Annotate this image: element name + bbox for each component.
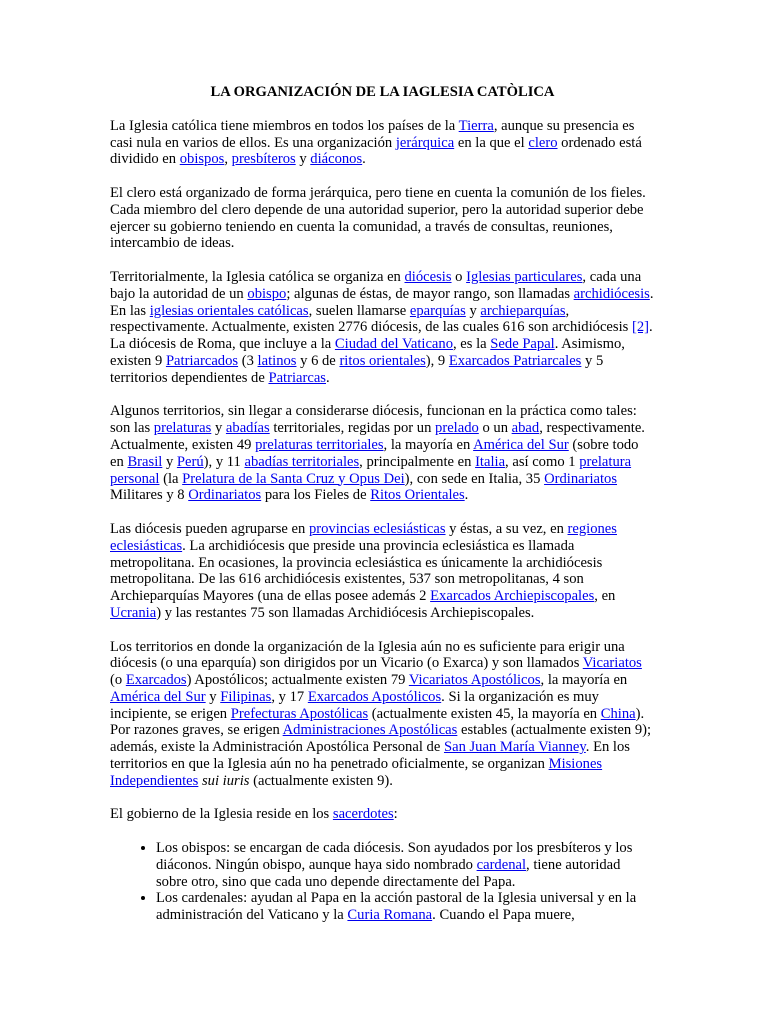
list-item xyxy=(156,840,655,890)
text-run: . xyxy=(464,487,469,504)
link[interactable]: América del Sur xyxy=(110,688,206,705)
text-run: y xyxy=(205,688,221,705)
text-run: , aunque su presencia es casi nula en varios de ellos. Es una organización xyxy=(110,117,635,151)
text-run: , respectivamente. Actualmente, existen 49 xyxy=(110,420,645,453)
text-run: Los cardenales: ayudan al Papa en la acción pastoral de la Iglesia universal y en la administración del Vaticano y la xyxy=(156,890,637,924)
link[interactable]: prelatura personal xyxy=(110,453,632,487)
text-run: y 6 de xyxy=(296,352,340,369)
paragraph-6 xyxy=(110,639,655,790)
text-run: . xyxy=(362,151,366,168)
text-run: estables (actualmente existen 9); además, existe la Administración Apostólica Personal de xyxy=(110,722,652,756)
text-run: , y 17 xyxy=(271,688,308,705)
paragraph-2 xyxy=(110,185,655,252)
text-run: o un xyxy=(478,420,512,437)
text-run: , respectivamente. Actualmente, existen 2776 diócesis, de las cuales 616 son archidiócesis xyxy=(110,302,632,336)
link[interactable]: Tierra xyxy=(458,117,494,134)
link[interactable]: [2] xyxy=(631,319,650,336)
text-run: , la mayoría en xyxy=(383,436,474,453)
link[interactable]: sacerdotes xyxy=(332,806,394,823)
link[interactable]: Exarcados Patriarcales xyxy=(448,352,582,369)
link[interactable]: Italia xyxy=(475,453,506,470)
link[interactable]: Prefecturas Apostólicas xyxy=(230,705,369,722)
link[interactable]: Exarcados Archiepiscopales xyxy=(430,588,595,605)
text-run: territoriales, regidas por un xyxy=(269,420,436,437)
text-run: (sobre todo en xyxy=(110,436,639,470)
paragraph-4 xyxy=(110,403,655,504)
text-run: , es la xyxy=(453,336,491,353)
text-run: . Asimismo, existen 9 xyxy=(110,336,625,369)
link[interactable]: Misiones Independientes xyxy=(110,756,603,789)
link[interactable]: Exarcados Apostólicos xyxy=(307,688,442,705)
link[interactable]: Exarcados xyxy=(125,672,187,689)
link[interactable]: abad xyxy=(511,420,540,437)
text-run: ), y 11 xyxy=(203,453,245,470)
text-run: , principalmente en xyxy=(359,453,476,470)
link[interactable]: Sede Papal xyxy=(490,336,555,353)
link[interactable]: iglesias orientales católicas xyxy=(149,302,309,319)
link[interactable]: Perú xyxy=(176,453,204,470)
text-run: ). Por razones graves, se erigen xyxy=(110,705,645,739)
text-run: . En las xyxy=(110,285,654,319)
text-run: , tiene autoridad sobre otro, sino que cada uno depende directamente del Papa. xyxy=(156,856,621,890)
text-run: . La diócesis de Roma, que incluye a la xyxy=(110,319,653,353)
link[interactable]: jerárquica xyxy=(395,134,455,151)
link[interactable]: regiones eclesiásticas xyxy=(110,520,617,554)
link[interactable]: Ritos Orientales xyxy=(370,487,465,504)
text-run: El clero está organizado de forma jerárquica, pero tiene en cuenta la comunión de los fieles. Cada miembro del clero depende de una autoridad superior, pero la autoridad superior debe ejercer su gobierno teniendo en cuenta la comunidad, a través de consultas, reuniones, intercambio de ideas. xyxy=(110,184,646,252)
link[interactable]: Brasil xyxy=(127,453,163,470)
link[interactable]: San Juan María Vianney xyxy=(443,739,586,756)
link[interactable]: obispo xyxy=(247,285,287,302)
link[interactable]: Filipinas xyxy=(220,688,272,705)
text-run: y éstas, a su vez, en xyxy=(445,520,568,537)
text-run: ; algunas de éstas, de mayor rango, son llamadas xyxy=(286,285,574,302)
link[interactable]: Curia Romana xyxy=(347,907,433,924)
link[interactable]: cardenal xyxy=(476,856,527,873)
link[interactable]: abadías territoriales xyxy=(244,453,360,470)
text-run: ordenado está dividido en xyxy=(110,134,642,168)
text-run: y xyxy=(211,420,226,437)
link[interactable]: Ordinariatos xyxy=(544,470,618,487)
link[interactable]: Vicariatos Apostólicos xyxy=(408,672,541,689)
paragraph-3 xyxy=(110,269,655,387)
link[interactable]: presbíteros xyxy=(231,151,296,168)
paragraph-5 xyxy=(110,521,655,622)
link[interactable]: Administraciones Apostólicas xyxy=(282,722,458,739)
text-run: y xyxy=(295,151,311,168)
bullet-list xyxy=(110,840,655,924)
text-run: y 5 territorios dependientes de xyxy=(110,352,604,386)
text-run: Territorialmente, la Iglesia católica se organiza en xyxy=(110,268,405,285)
text-run: (o xyxy=(110,672,126,689)
link[interactable]: abadías xyxy=(225,420,270,437)
link[interactable]: archidiócesis xyxy=(573,285,650,302)
link[interactable]: Vicariatos xyxy=(582,655,642,672)
text-run: ), con sede en Italia, 35 xyxy=(404,470,545,487)
link[interactable]: Patriarcados xyxy=(165,352,239,369)
link[interactable]: ritos orientales xyxy=(339,352,426,369)
text-run: Algunos territorios, sin llegar a considerarse diócesis, funcionan en la práctica como tales: son las xyxy=(110,403,637,437)
text-run: (3 xyxy=(238,352,258,369)
link[interactable]: Patriarcas xyxy=(268,369,326,386)
text-run: (actualmente existen 45, la mayoría en xyxy=(368,705,601,722)
paragraph-1 xyxy=(110,118,655,168)
text-run: Las diócesis pueden agruparse en xyxy=(110,520,309,537)
text-run: y xyxy=(162,453,177,470)
text-run: y xyxy=(465,302,481,319)
link[interactable]: Ucrania xyxy=(110,604,157,621)
link[interactable]: eparquías xyxy=(409,302,466,319)
link[interactable]: provincias eclesiásticas xyxy=(308,520,446,537)
text-run: ), 9 xyxy=(425,352,449,369)
text-run: ) y las restantes 75 son llamadas Archidiócesis Archiepiscopales. xyxy=(156,604,535,621)
link[interactable]: Prelatura de la Santa Cruz y Opus Dei xyxy=(182,470,405,487)
link[interactable]: prelaturas territoriales xyxy=(255,436,384,453)
text-run: , así como 1 xyxy=(505,453,580,470)
text-run: (actualmente existen 9). xyxy=(249,772,393,789)
link[interactable]: prelado xyxy=(435,420,479,437)
text-run: Los territorios en donde la organización de la Iglesia aún no es suficiente para erigir una diócesis (o una eparquía) son dirigidos por un Vicario (o Exarca) y son llamados xyxy=(110,638,625,672)
link[interactable]: prelaturas xyxy=(153,420,212,437)
text-run: en la que el xyxy=(454,134,529,151)
document-page xyxy=(110,84,655,924)
link[interactable]: obispos xyxy=(179,151,225,168)
link[interactable]: Ciudad del Vaticano xyxy=(334,336,453,353)
text-run: para los Fieles de xyxy=(261,487,371,504)
emphasis-text: sui iuris xyxy=(202,772,250,789)
text-run: . Cuando el Papa muere, xyxy=(432,907,575,924)
document-title: LA ORGANIZACIÓN DE LA IAGLESIA CATÒLICA xyxy=(210,84,555,100)
link[interactable]: clero xyxy=(528,134,558,151)
text-run: . xyxy=(326,369,330,386)
link[interactable]: diáconos xyxy=(310,151,363,168)
text-run: (la xyxy=(159,470,183,487)
list-item xyxy=(156,890,655,924)
link[interactable]: Ordinariatos xyxy=(188,487,262,504)
text-run: , cada una bajo la autoridad de un xyxy=(110,268,642,302)
text-run: El gobierno de la Iglesia reside en los xyxy=(110,806,333,823)
text-run: Militares y 8 xyxy=(110,487,189,504)
text-run: . En los territorios en que la Iglesia aún no ha penetrado oficialmente, se organizan xyxy=(110,739,630,773)
text-run: La Iglesia católica tiene miembros en todos los países de la xyxy=(110,117,459,134)
link[interactable]: China xyxy=(600,705,636,722)
text-run: , xyxy=(224,151,232,168)
text-run: . Si la organización es muy incipiente, se erigen xyxy=(110,688,599,722)
text-run: Los obispos: se encargan de cada diócesis. Son ayudados por los presbíteros y los diáconos. Ningún obispo, aunque haya sido nombrado xyxy=(156,840,633,873)
text-run: , la mayoría en xyxy=(540,672,628,689)
link[interactable]: diócesis xyxy=(404,268,452,285)
text-run: ) Apostólicos; actualmente existen 79 xyxy=(186,672,409,689)
text-run: , suelen llamarse xyxy=(308,302,410,319)
text-run: . La archidiócesis que preside una provincia eclesiástica es llamada metropolitana. En ocasiones, la provincia eclesiástica es únicamente la archidiócesis metropolitana. De las 616 archidiócesis existentes, 537 son metropolitanas, 4 son Archieparquías Mayores (una de ellas posee además 2 xyxy=(110,537,603,605)
link[interactable]: latinos xyxy=(257,352,297,369)
link[interactable]: América del Sur xyxy=(473,436,569,453)
text-run: : xyxy=(393,806,398,823)
link[interactable]: Iglesias particulares xyxy=(466,268,583,285)
paragraph-7 xyxy=(110,806,655,823)
link[interactable]: archieparquías xyxy=(480,302,566,319)
text-run: , en xyxy=(594,588,616,605)
text-run: o xyxy=(451,268,467,285)
